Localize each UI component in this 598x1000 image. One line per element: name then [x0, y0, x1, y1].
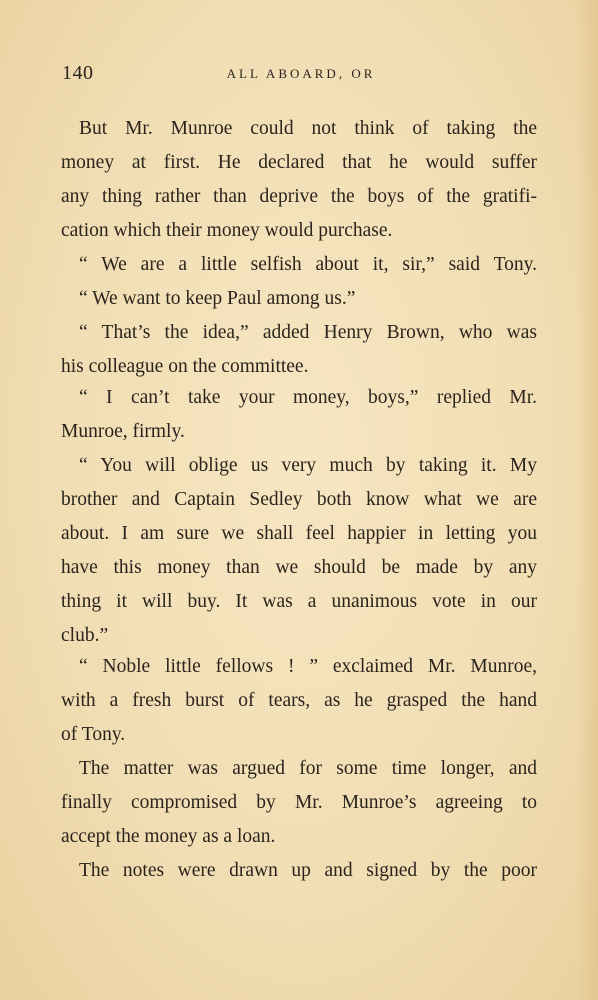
text-line: money at first. He declared that he would suffer [61, 152, 537, 173]
text-line: “ Noble little fellows ! ” exclaimed Mr. Munroe, [79, 656, 537, 677]
page-number: 140 [62, 62, 94, 84]
text-line: brother and Captain Sedley both know what we are [61, 489, 537, 510]
text-line: any thing rather than deprive the boys of the gratifi- [61, 186, 537, 207]
text-line: “ You will oblige us very much by taking it. My [79, 455, 537, 476]
text-line: “ We want to keep Paul among us.” [79, 288, 356, 309]
text-line: thing it will buy. It was a unanimous vote in our [61, 591, 537, 612]
text-line: “ That’s the idea,” added Henry Brown, who was [79, 322, 537, 343]
running-title: ALL ABOARD, OR [226, 66, 376, 81]
text-line: finally compromised by Mr. Munroe’s agreeing to [61, 792, 537, 813]
text-line: The matter was argued for some time longer, and [79, 758, 537, 779]
text-line: club.” [61, 625, 109, 646]
text-line: “ I can’t take your money, boys,” replied Mr. [79, 387, 537, 408]
text-line: accept the money as a loan. [61, 826, 276, 847]
text-line: cation which their money would purchase. [61, 220, 393, 241]
page-edge-shading [576, 0, 598, 1000]
text-line: with a fresh burst of tears, as he grasped the hand [61, 690, 537, 711]
text-line: of Tony. [61, 724, 126, 745]
text-line: Munroe, firmly. [61, 421, 185, 442]
text-line: his colleague on the committee. [61, 356, 309, 377]
text-line: about. I am sure we shall feel happier in letting you [61, 523, 537, 544]
text-line: But Mr. Munroe could not think of taking the [79, 118, 537, 139]
text-line: The notes were drawn up and signed by the poor [79, 860, 537, 881]
text-line: “ We are a little selfish about it, sir,” said Tony. [79, 254, 537, 275]
text-line: have this money than we should be made by any [61, 557, 537, 578]
running-head [62, 62, 540, 88]
